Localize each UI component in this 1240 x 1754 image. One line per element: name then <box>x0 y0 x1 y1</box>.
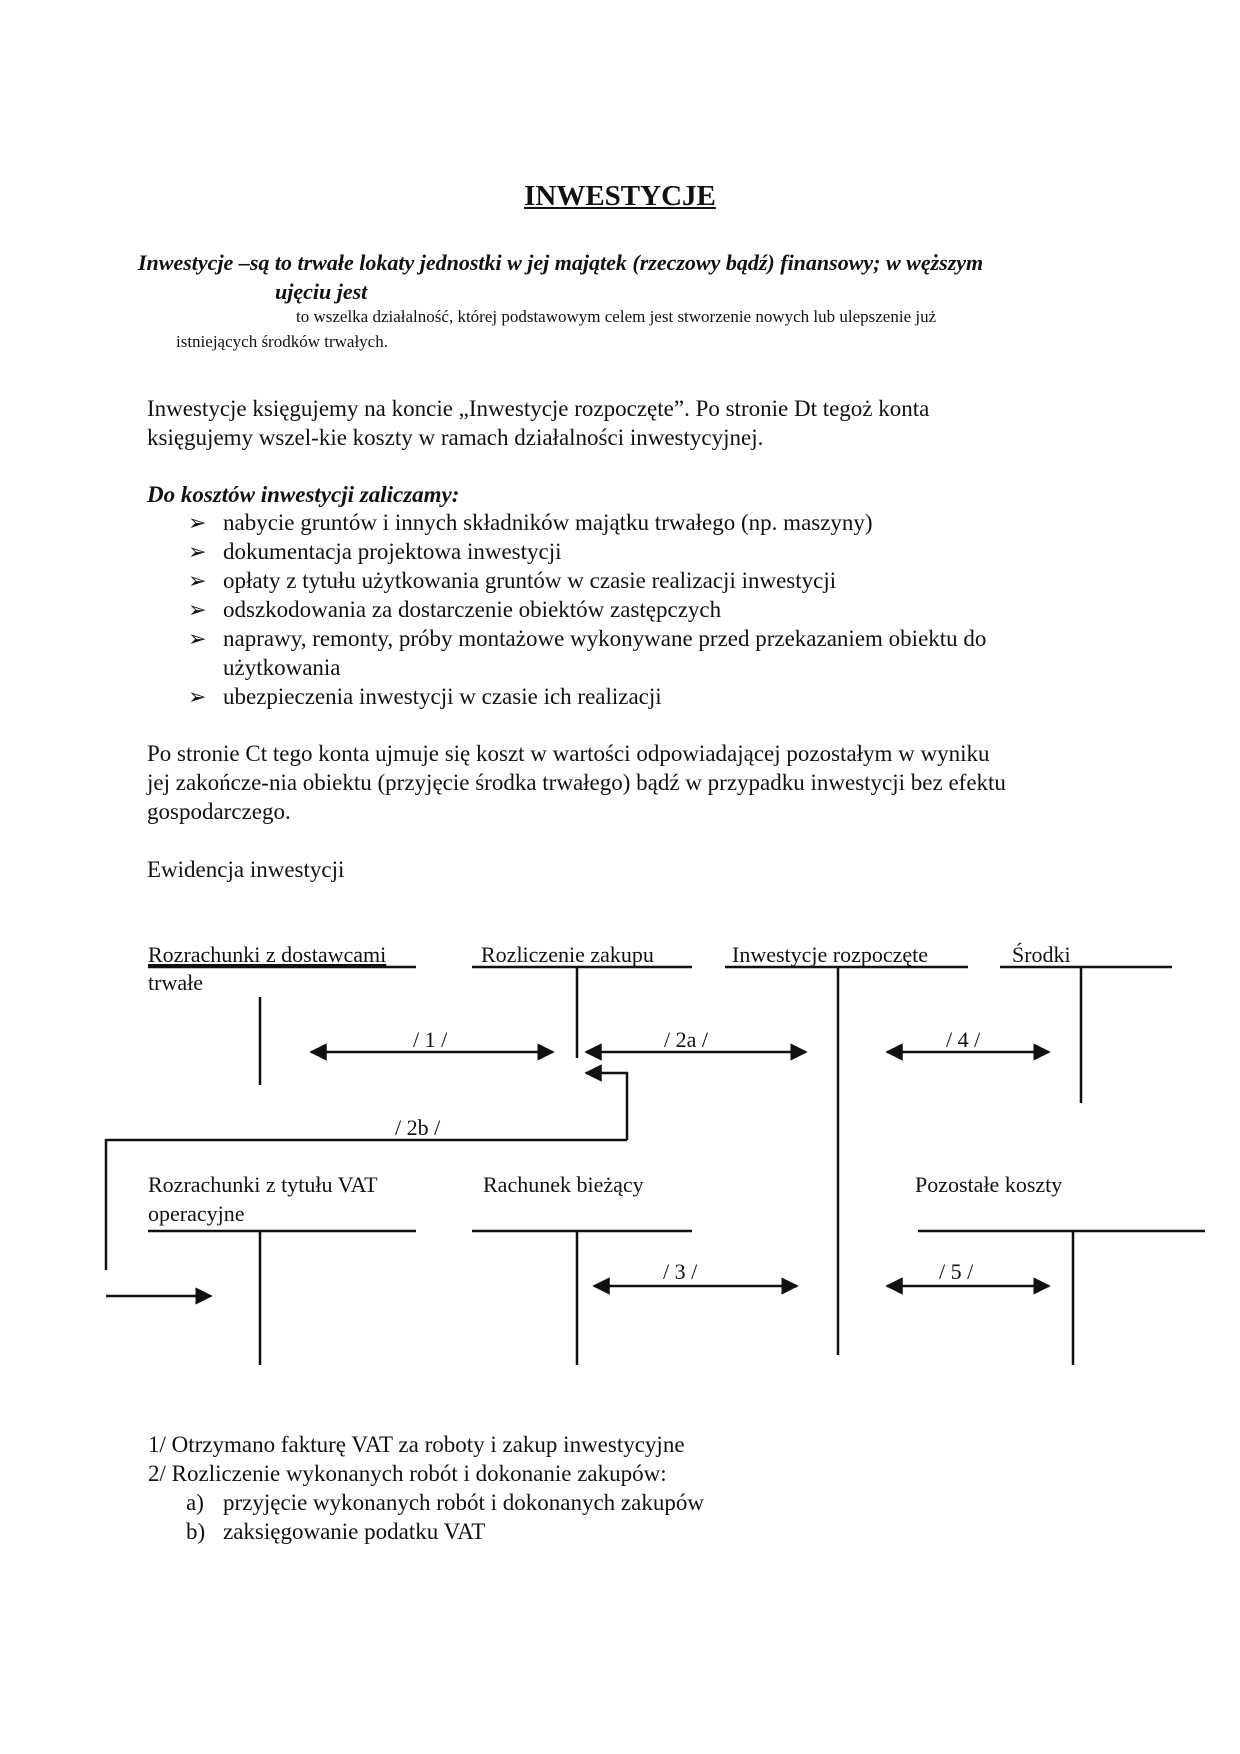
definition-term: Inwestycje <box>138 250 234 275</box>
paragraph-2-line-3: gospodarczego. <box>147 799 291 824</box>
transaction-notes <box>148 1430 704 1546</box>
flow-label-3: / 3 / <box>663 1259 698 1284</box>
costs-heading: Do kosztów inwestycji zaliczamy: <box>147 482 460 507</box>
definition-line-3: to wszelka działalność, której podstawowym celem jest stworzenie nowych lub ulepszenie już <box>296 307 937 326</box>
flow-label-4: / 4 / <box>946 1027 981 1052</box>
list-item: ➢ odszkodowania za dostarczenie obiektów zastępczych <box>188 597 722 622</box>
note-2: 2/ Rozliczenie wykonanych robót i dokonanie zakupów: <box>148 1461 667 1486</box>
arrowhead-bullet-icon: ➢ <box>188 684 207 709</box>
account-label-operacyjne: operacyjne <box>148 1201 245 1226</box>
list-item: ➢ nabycie gruntów i innych składników majątku trwałego (np. maszyny) <box>188 510 873 535</box>
flow-connector-2b-upper <box>586 1073 627 1140</box>
arrowhead-bullet-icon: ➢ <box>188 539 207 564</box>
note-2-sublist-container <box>148 1488 704 1546</box>
list-item: ➢ ubezpieczenia inwestycji w czasie ich realizacji <box>188 684 662 709</box>
list-item: ➢ dokumentacja projektowa inwestycji <box>188 539 562 564</box>
arrowhead-bullet-icon: ➢ <box>188 597 207 622</box>
flow-label-1: / 1 / <box>413 1027 448 1052</box>
note-2b: b) zaksięgowanie podatku VAT <box>186 1519 486 1544</box>
note-1: 1/ Otrzymano fakturę VAT za roboty i zakup inwestycyjne <box>148 1432 685 1457</box>
account-label-pozostale-koszty: Pozostałe koszty <box>915 1172 1063 1197</box>
definition-line-1-rest: –są to trwałe lokaty jednostki w jej majątek (rzeczowy bądź) finansowy; w węższym <box>233 250 984 275</box>
note-2a: a) przyjęcie wykonanych robót i dokonanych zakupów <box>186 1490 704 1515</box>
arrowhead-bullet-icon: ➢ <box>188 510 207 535</box>
paragraph-2-line-2: jej zakończe-nia obiektu (przyjęcie środka trwałego) bądź w przypadku inwestycji bez efektu <box>147 770 1006 795</box>
account-label-rozliczenie-zakupu: Rozliczenie zakupu <box>481 942 654 967</box>
account-label-rozrachunki-dostawcy: Rozrachunki z dostawcami <box>148 942 387 967</box>
definition-line-2: ujęciu jest <box>275 279 368 304</box>
list-item: ➢ naprawy, remonty, próby montażowe wykonywane przed przekazaniem obiektu do <box>188 626 987 651</box>
flow-label-2a: / 2a / <box>664 1027 708 1052</box>
section-label: Ewidencja inwestycji <box>147 857 345 882</box>
flow-label-5: / 5 / <box>939 1259 974 1284</box>
note-2-sublist <box>148 1488 704 1546</box>
paragraph-1-line-1: Inwestycje księgujemy na koncie „Inwestycje rozpoczęte”. Po stronie Dt tegoż konta <box>147 396 930 421</box>
paragraph-1-line-2: księgujemy wszel-kie koszty w ramach działalności inwestycyjnej. <box>147 425 764 450</box>
account-label-srodki: Środki <box>1012 942 1071 967</box>
list-item: ➢ opłaty z tytułu użytkowania gruntów w czasie realizacji inwestycji <box>188 568 837 593</box>
arrowhead-bullet-icon: ➢ <box>188 568 207 593</box>
flow-label-2b: / 2b / <box>395 1115 441 1140</box>
paragraph-2-line-1: Po stronie Ct tego konta ujmuje się koszt w wartości odpowiadającej pozostałym w wyniku <box>147 741 990 766</box>
arrowhead-bullet-icon: ➢ <box>188 626 207 651</box>
account-label-rozrachunki-vat: Rozrachunki z tytułu VAT <box>148 1172 378 1197</box>
account-label-rachunek-biezacy: Rachunek bieżący <box>483 1172 644 1197</box>
page-title: INWESTYCJE <box>524 180 716 212</box>
account-label-inwestycje-rozpoczete: Inwestycje rozpoczęte <box>732 942 929 967</box>
definition-line-4: istniejących środków trwałych. <box>176 332 388 351</box>
list-item-continuation: użytkowania <box>223 655 341 680</box>
account-label-trwale: trwałe <box>148 970 203 995</box>
